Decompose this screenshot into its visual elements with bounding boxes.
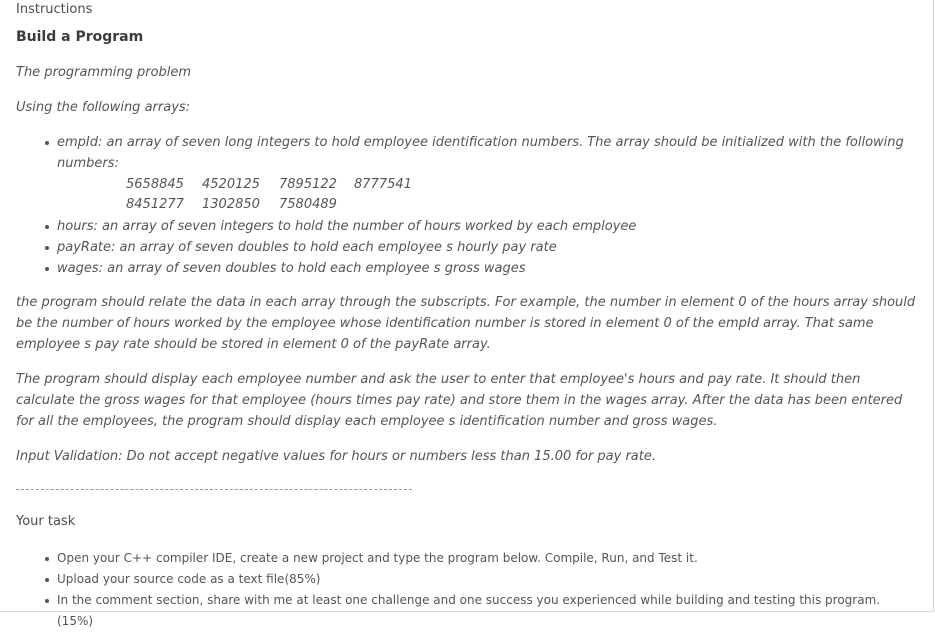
task-item: Upload your source code as a text file(85%) bbox=[16, 569, 916, 590]
empid-number: 1302850 bbox=[202, 197, 260, 212]
list-item-payrate: payRate: an array of seven doubles to hold each employee s hourly pay rate bbox=[16, 237, 906, 258]
empid-number: 8777541 bbox=[354, 177, 412, 192]
arrays-intro: Using the following arrays: bbox=[16, 100, 191, 115]
task-item: In the comment section, share with me at least one challenge and one success you experienced while building and testing this program. (15%) bbox=[16, 590, 916, 632]
list-item-empid: empId: an array of seven long integers to hold employee identification numbers. The array should be initialized with the following numbers: bbox=[16, 132, 906, 174]
relation-paragraph: the program should relate the data in each array through the subscripts. For example, the number in element 0 of the hours array should be the number of hours worked by the employee whose identification number is stored in element 0 of the empId array. That same employee s pay rate should be stored in element 0 of the payRate array. bbox=[16, 295, 916, 352]
array-list-bottom bbox=[16, 216, 906, 279]
section-heading: Build a Program bbox=[16, 29, 144, 45]
empid-number: 7580489 bbox=[279, 197, 337, 212]
divider bbox=[16, 489, 412, 490]
page-title: Instructions bbox=[16, 2, 93, 17]
array-list-top bbox=[16, 132, 906, 174]
list-item-wages: wages: an array of seven doubles to hold each employee s gross wages bbox=[16, 258, 906, 279]
problem-label: The programming problem bbox=[16, 65, 192, 80]
task-item: Open your C++ compiler IDE, create a new project and type the program below. Compile, Run, and Test it. bbox=[16, 548, 916, 569]
empid-number: 4520125 bbox=[202, 177, 260, 192]
list-item-hours: hours: an array of seven integers to hold the number of hours worked by each employee bbox=[16, 216, 906, 237]
empid-number: 5658845 bbox=[126, 177, 184, 192]
input-validation: Input Validation: Do not accept negative values for hours or numbers less than 15.00 for pay rate. bbox=[16, 449, 657, 464]
empid-number: 7895122 bbox=[279, 177, 337, 192]
empid-numbers-row-2 bbox=[0, 194, 935, 215]
task-heading: Your task bbox=[16, 514, 76, 529]
empid-number: 8451277 bbox=[126, 197, 184, 212]
empid-numbers-row-1 bbox=[0, 174, 935, 195]
task-list bbox=[16, 548, 916, 632]
display-paragraph: The program should display each employee number and ask the user to enter that employee's hours and pay rate. It should then calculate the gross wages for that employee (hours times pay rate) and store them in the wages array. After the data has been entered for all the employees, the program should display each employee s identification number and gross wages. bbox=[16, 372, 903, 429]
